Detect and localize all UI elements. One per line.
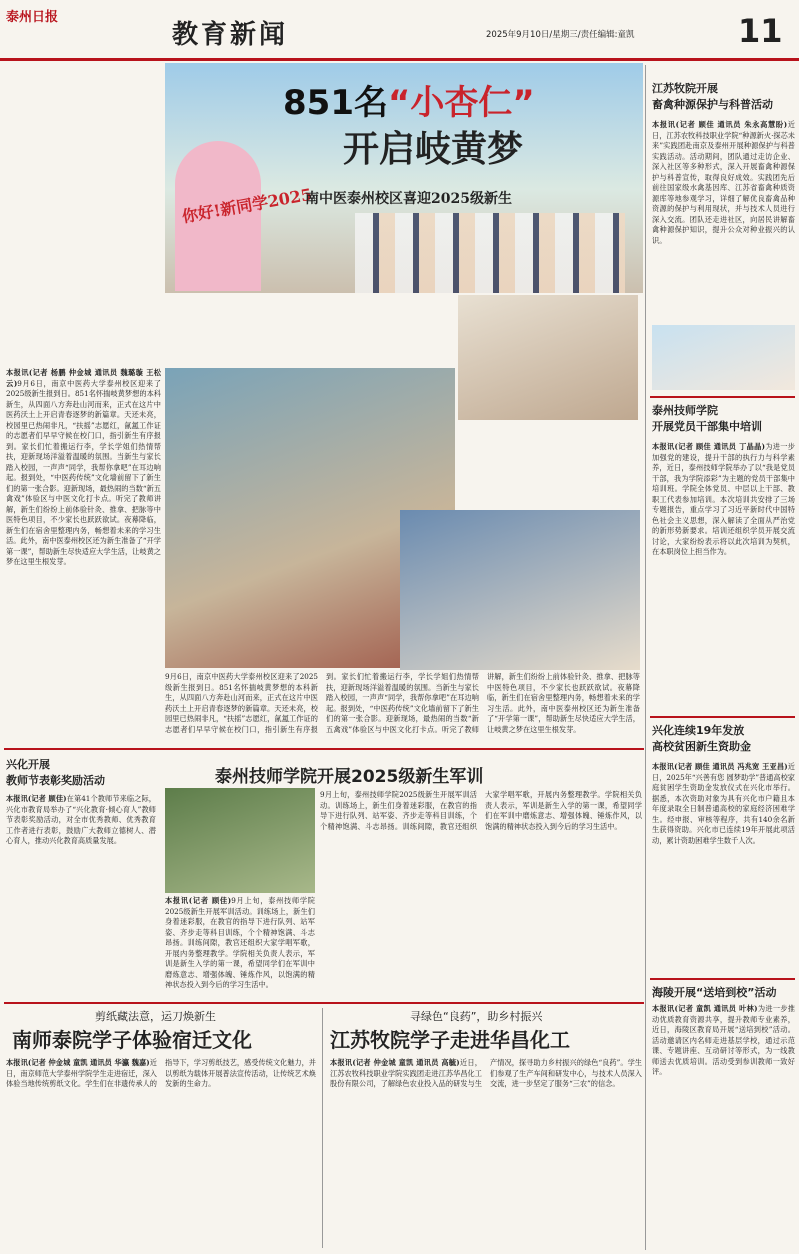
divider-r1: [650, 396, 795, 398]
paper-logo: 泰州日报: [6, 10, 59, 25]
bl-title: 南师泰院学子体验宿迁文化: [12, 1028, 252, 1052]
photo-booth: [458, 295, 638, 420]
br-kicker: 寻绿色“良药”，助乡村振兴: [410, 1010, 543, 1023]
br-body: 本报讯(记者 仲金城 童凯 通讯员 高毓)近日，江苏农牧科技职业学院实践团走进江苏华昌化工股份有限公司，了解绿色农业投入品的研发与生产情况，探寻助力乡村振兴的绿色“良药”。学生们参观了生产车间和研发中心，与技术人员深入交流，进一步坚定了服务“三农”的信念。: [330, 1058, 642, 1088]
right2-body: 本报讯(记者 顾佳 通讯员 丁晶晶)为进一步加强党的建设，提升干部的执行力与科学素养，近日，泰州技师学院举办了以“我是党员干部，我为学院添彩”为主题的党员干部集中培训班。学院全体党员、中层以上干部、教职工代表参加培训。本次培训共安排了三场专题报告，重点学习了习近平新时代中国特色社会主义思想，深入解读了全面从严治党的新形势新要求。培训还组织学员开展交流讨论，大家纷纷表示将以此次培训为契机，在本职岗位上担当作为。: [652, 442, 795, 556]
lead-headline-line2: 开启岐黄梦: [343, 129, 524, 170]
right1-body: 本报讯(记者 顾佳 通讯员 朱永高慧盼)近日，江苏农牧科技职业学院“种源新火·探芯未来”实践团赴南京及泰州开展种源保护与科普实践活动。活动期间，团队通过走访企业、深入社区等多种形式，深入开展畜禽种源保护与科普宣传，取得良好成效。实践团先后前往国家级水禽基因库、江苏省畜禽种质资源库等地参观学习，详细了解优良畜禽品种资源的保护与利用现状，并与技术人员进行深入交流。团队还走进社区，向居民讲解畜禽种源保护知识，提升公众对种业振兴的认识。: [652, 120, 795, 245]
divider-bottom: [4, 1002, 644, 1004]
arch-text: 你好!新同学2025: [180, 184, 314, 227]
divider-r2: [650, 716, 795, 718]
right3-title: 兴化连续19年发放 高校贫困新生资助金: [652, 724, 751, 753]
masthead: [0, 0, 799, 58]
lead-body: 本报讯(记者 杨鹏 仲金城 通讯员 魏璐璇 王松云)9月6日，南京中医药大学泰州校区迎来了2025级新生报到日。851名怀揣岐黄梦想的本科新生，从四面八方奔赴山河而来，正式在这片中医药沃土上开启青春逐梦的新篇章。天还未亮，校园里已热闹非凡，“扶摇”志愿红，氤氲工作证的志愿者们早早守候在校门口，指引新生有序报到。家长们忙着搬运行李，学长学姐们热情帮扶，迎新现场洋溢着温暖的氛围。当新生与家长踏入校园，一声声“同学，我帮你拿吧”在耳边响起。报到处，“中医药传统”文化墙前留下了新生们的第一张合影。迎新现场，最热闹的当数“新五禽戏”体验区与中医文化打卡点。听完了教师讲解，新生们纷纷上前体验针灸、推拿、把脉等中医特色项目，不少家长也跃跃欲试。夜幕降临，新生们在宿舍里整理内务，畅想着未来的学习生活。此外，南中医泰州校区还为新生准备了“开学第一课”，帮助新生尽快适应大学生活，让岐黄之梦在这里生根发芽。: [6, 368, 161, 566]
column-divider: [645, 65, 646, 1250]
issue-line: 2025年9月10日/星期三/责任编辑:童凯: [486, 30, 635, 40]
crowd-figures: [355, 213, 625, 293]
centermid-body-b: 9月上旬，泰州技师学院2025级新生开展军训活动。训练场上，新生们身着迷彩服，在教官的指导下进行队列、站军姿、齐步走等科目训练，个个精神饱满、斗志昂扬。训练间隙，教官还组织大家学唱军歌，开展内务整理教学。学院相关负责人表示，军训是新生入学的第一课，希望同学们在军训中磨炼意志、增强体魄、锤炼作风，以饱满的精神状态投入到今后的学习生活中。: [320, 790, 642, 831]
bl-kicker: 剪纸藏法意，运刀焕新生: [95, 1010, 216, 1023]
right2-title: 泰州技师学院 开展党员干部集中培训: [652, 404, 762, 433]
lead-body-cont: 9月6日，南京中医药大学泰州校区迎来了2025级新生报到日。851名怀揣岐黄梦想的本科新生，从四面八方奔赴山河而来，正式在这片中医药沃土上开启青春逐梦的新篇章。天还未亮，校园里已热闹非凡，“扶摇”志愿红，氤氲工作证的志愿者们早早守候在校门口，指引新生有序报到。家长们忙着搬运行李，学长学姐们热情帮扶，迎新现场洋溢着温暖的氛围。当新生与家长踏入校园，一声声“同学，我帮你拿吧”在耳边响起。报到处，“中医药传统”文化墙前留下了新生们的第一张合影。迎新现场，最热闹的当数“新五禽戏”体验区与中医文化打卡点。听完了教师讲解，新生们纷纷上前体验针灸、推拿、把脉等中医特色项目，不少家长也跃跃欲试。夜幕降临，新生们在宿舍里整理内务，畅想着未来的学习生活。此外，南中医泰州校区还为新生准备了“开学第一课”，帮助新生尽快适应大学生活，让岐黄之梦在这里生根发芽。: [165, 672, 640, 734]
lead-hero-photo: [165, 63, 643, 293]
right3-body: 本报讯(记者 顾佳 通讯员 冯兆宽 王亚昌)近日，2025年“兴善有您 圆梦助学”普通高校家庭贫困学生资助金发放仪式在兴化市举行。据悉，本次资助对象为具有兴化市户籍且本年度录取全日制普通高校的家庭经济困难学生。经申报、审核等程序，共有140余名新生获得资助。兴化市已连续19年开展此项活动，累计资助困难学生数千人次。: [652, 762, 795, 845]
right4-title: 海陵开展“送培到校”活动: [652, 986, 777, 999]
masthead-rule: [0, 58, 799, 61]
section-title: 教育新闻: [172, 20, 289, 50]
right4-body: 本报讯(记者 童凯 通讯员 叶林)为进一步推动优质教育资源共享，提升教师专业素养，近日，海陵区教育局开展“送培到校”活动。活动邀请区内名师走进基层学校，通过示范课、专题讲座、互动研讨等形式，为一线教师送去优质培训。活动受到参训教师一致好评。: [652, 1004, 795, 1076]
page-number: 11: [738, 12, 783, 50]
divider-mid: [4, 748, 644, 750]
lead-headline-line1: 851名“小杏仁”: [283, 83, 535, 123]
centermid-title: 泰州技师学院开展2025级新生军训: [215, 767, 484, 787]
right1-title: 江苏牧院开展 畜禽种源保护与科普活动: [652, 82, 773, 111]
centermid-body-a: 本报讯(记者 顾佳)9月上旬，泰州技师学院2025级新生开展军训活动。训练场上，新生们身着迷彩服，在教官的指导下进行队列、站军姿、齐步走等科目训练，个个精神饱满、斗志昂扬。训练间隙，教官还组织大家学唱军歌，开展内务整理教学。学院相关负责人表示，军训是新生入学的第一课，希望同学们在军训中磨炼意志、增强体魄、锤炼作风，以饱满的精神状态投入到今后的学习生活中。: [165, 896, 315, 989]
leftmid-title: 兴化开展 教师节表彰奖励活动: [6, 758, 105, 787]
lead-subtitle: 南中医泰州校区喜迎2025级新生: [305, 191, 512, 207]
br-title: 江苏牧院学子走进华昌化工: [330, 1028, 570, 1052]
divider-r3: [650, 978, 795, 980]
right1-photo: [652, 325, 795, 390]
consult-photo: [400, 510, 640, 670]
leftmid-body: 本报讯(记者 顾佳)在第41个教师节来临之际，兴化市教育局举办了“兴化教育·倾心育人”教师节表彰奖励活动，对全市优秀教师、优秀教育工作者进行表彰，鼓励广大教师立德树人、潜心育人，推动兴化教育高质量发展。: [6, 794, 156, 845]
bl-body: 本报讯(记者 仲金城 童凯 通讯员 华瀛 魏嘉)近日，南京师范大学泰州学院学生走进宿迁，深入体验当地传统剪纸文化。学生们在非遗传承人的指导下，学习剪纸技艺，感受传统文化魅力，并以剪纸为载体开展普法宣传活动，让传统艺术焕发新的生命力。: [6, 1058, 316, 1088]
military-photo: [165, 788, 315, 893]
bottom-divider: [322, 1008, 323, 1248]
